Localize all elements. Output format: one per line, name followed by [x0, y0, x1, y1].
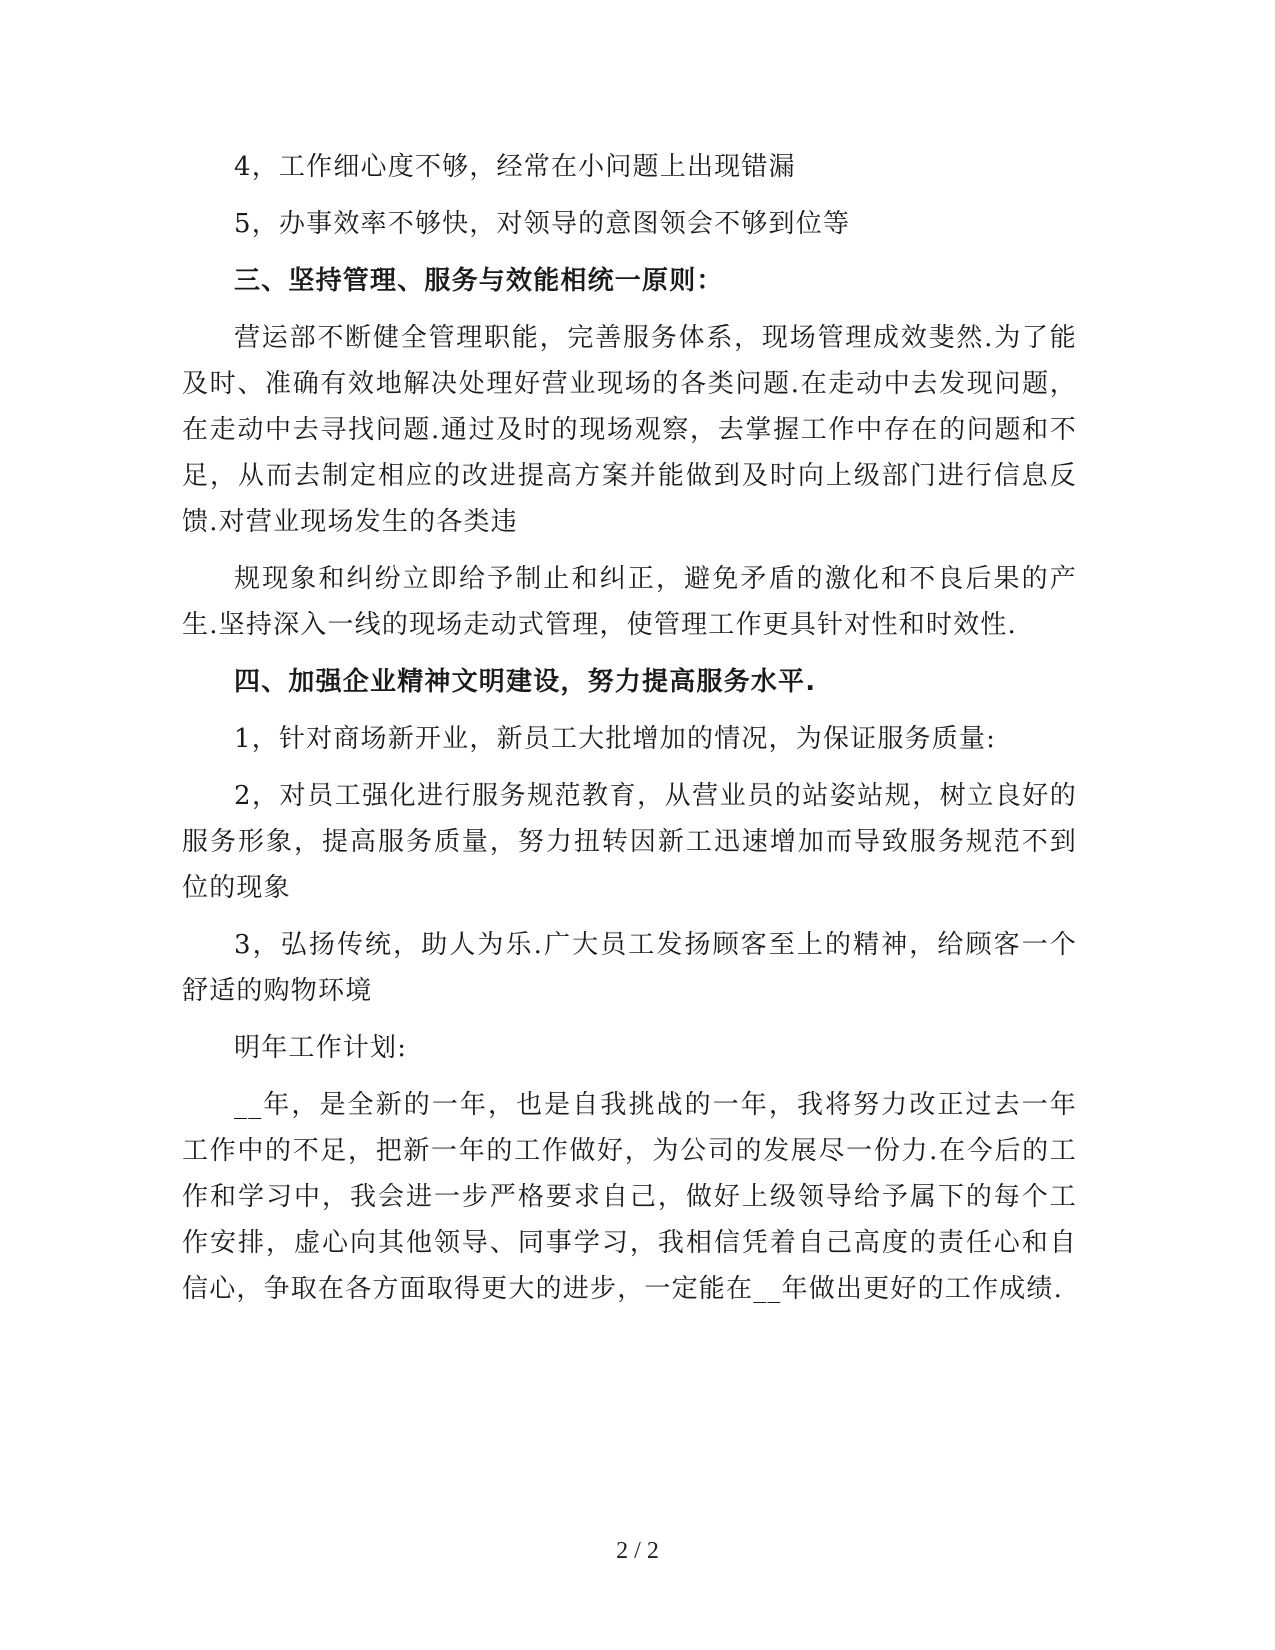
section-heading-3: 三、坚持管理、服务与效能相统一原则： [234, 266, 724, 296]
plan-title: 明年工作计划: [234, 1033, 408, 1063]
body-paragraph: 营运部不断健全管理职能，完善服务体系，现场管理成效斐然.为了能及时、准确有效地解决处理好营业现场的各类问题.在走动中去发现问题，在走动中去寻找问题.通过及时的现场观察，去掌握工作中存在的问题和不足，从而去制定相应的改进提高方案并能做到及时向上级部门进行信息反馈.对营业现场发生的各类违 [182, 323, 1077, 537]
list-item-4: 4，工作细心度不够，经常在小问题上出现错漏 [234, 152, 796, 182]
section-heading-4: 四、加强企业精神文明建设，努力提高服务水平. [234, 667, 817, 697]
list-item-2: 2，对员工强化进行服务规范教育，从营业员的站姿站规，树立良好的服务形象，提高服务质量，努力扭转因新工迅速增加而导致服务规范不到位的现象 [182, 781, 1077, 903]
list-item-3: 3，弘扬传统，助人为乐.广大员工发扬顾客至上的精神，给顾客一个舒适的购物环境 [182, 930, 1077, 1006]
body-paragraph: 规现象和纠纷立即给予制止和纠正，避免矛盾的激化和不良后果的产生.坚持深入一线的现场走动式管理，使管理工作更具针对性和时效性. [182, 564, 1077, 640]
list-item-5: 5，办事效率不够快，对领导的意图领会不够到位等 [234, 209, 851, 239]
body-paragraph: __年，是全新的一年，也是自我挑战的一年，我将努力改正过去一年工作中的不足，把新一年的工作做好，为公司的发展尽一份力.在今后的工作和学习中，我会进一步严格要求自己，做好上级领导给予属下的每个工作安排，虚心向其他领导、同事学习，我相信凭着自己高度的责任心和自信心，争取在各方面取得更大的进步，一定能在__年做出更好的工作成绩. [182, 1090, 1077, 1304]
document-body [182, 144, 1077, 1323]
page-number: 2 / 2 [616, 1538, 659, 1564]
list-item-1: 1，针对商场新开业，新员工大批增加的情况，为保证服务质量: [234, 724, 997, 754]
